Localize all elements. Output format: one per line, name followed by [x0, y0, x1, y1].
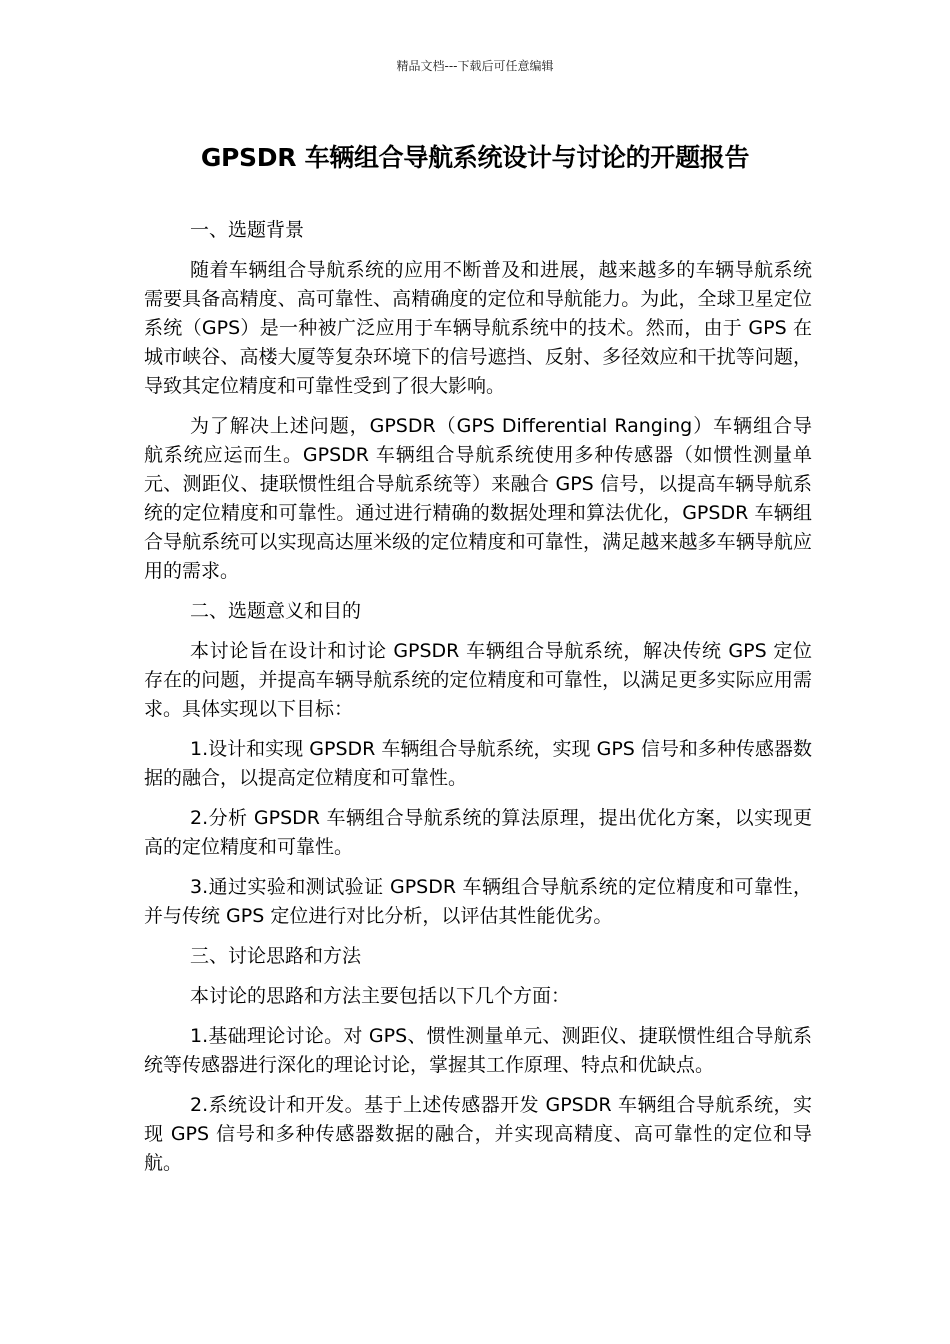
section-heading: 三、讨论思路和方法: [190, 945, 362, 967]
list-item: 2.分析 GPSDR 车辆组合导航系统的算法原理，提出优化方案，以实现更高的定位精度和可靠性。: [144, 807, 812, 858]
list-item: 1.设计和实现 GPSDR 车辆组合导航系统，实现 GPS 信号和多种传感器数据的融合，以提高定位精度和可靠性。: [144, 738, 812, 789]
paragraph: 随着车辆组合导航系统的应用不断普及和进展，越来越多的车辆导航系统需要具备高精度、高可靠性、高精确度的定位和导航能力。为此，全球卫星定位系统（GPS）是一种被广泛应用于车辆导航系统中的技术。然而，由于 GPS 在城市峡谷、高楼大厦等复杂环境下的信号遮挡、反射、多径效应和干扰等问题，导致其定位精度和可靠性受到了很大影响。: [144, 259, 812, 397]
list-item: 3.通过实验和测试验证 GPSDR 车辆组合导航系统的定位精度和可靠性，并与传统 GPS 定位进行对比分析，以评估其性能优劣。: [144, 876, 812, 927]
list-item: 2.系统设计和开发。基于上述传感器开发 GPSDR 车辆组合导航系统，实现 GPS 信号和多种传感器数据的融合，并实现高精度、高可靠性的定位和导航。: [144, 1094, 812, 1174]
list-item: 1.基础理论讨论。对 GPS、惯性测量单元、测距仪、捷联惯性组合导航系统等传感器进行深化的理论讨论，掌握其工作原理、特点和优缺点。: [144, 1025, 812, 1076]
paragraph: 本讨论的思路和方法主要包括以下几个方面：: [190, 985, 571, 1007]
section-heading: 二、选题意义和目的: [190, 600, 362, 622]
document-body: [144, 216, 812, 1189]
document-title: GPSDR 车辆组合导航系统设计与讨论的开题报告: [200, 143, 750, 172]
section-heading: 一、选题背景: [190, 219, 305, 241]
paragraph: 本讨论旨在设计和讨论 GPSDR 车辆组合导航系统，解决传统 GPS 定位存在的问题，并提高车辆导航系统的定位精度和可靠性，以满足更多实际应用需求。具体实现以下目标：: [144, 640, 812, 720]
paragraph: 为了解决上述问题，GPSDR（GPS Differential Ranging）车辆组合导航系统应运而生。GPSDR 车辆组合导航系统使用多种传感器（如惯性测量单元、测距仪、捷联惯性组合导航系统等）来融合 GPS 信号，以提高车辆导航系统的定位精度和可靠性。通过进行精确的数据处理和算法优化，GPSDR 车辆组合导航系统可以实现高达厘米级的定位精度和可靠性，满足越来越多车辆导航应用的需求。: [144, 415, 812, 582]
page-header: 精品文档---下载后可任意编辑: [396, 59, 554, 73]
